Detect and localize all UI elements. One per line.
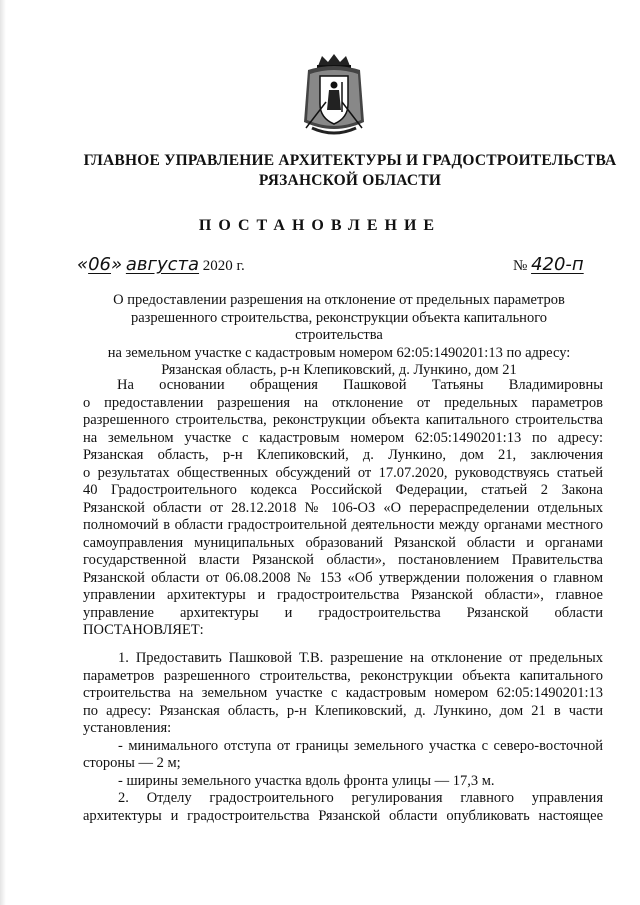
paragraph-line: самоуправления муниципальных образований Рязанской области и органами	[83, 534, 603, 551]
document-date	[77, 254, 245, 275]
organization-name-line2: РЯЗАНСКОЙ ОБЛАСТИ	[258, 172, 442, 189]
number-label: №	[513, 258, 528, 274]
document-number	[513, 254, 584, 275]
subject-line: Рязанская область, р-н Клепиковский, д. Лункино, дом 21	[161, 362, 517, 378]
paragraph-line: архитектуры и градостроительства Рязанской области опубликовать настоящее	[83, 807, 603, 824]
paragraph-line: 1. Предоставить Пашковой Т.В. разрешение на отклонение от предельных	[118, 650, 603, 666]
paragraph-line: 2. Отделу градостроительного регулирования главного управления	[118, 790, 603, 806]
subject-line: разрешенного строительства, реконструкции объекта капитального строительства	[130, 309, 548, 343]
scan-edge	[0, 0, 6, 905]
paragraph-line: ПОСТАНОВЛЯЕТ:	[83, 622, 204, 638]
document-type-title: ПОСТАНОВЛЕНИЕ	[198, 217, 442, 234]
paragraph-line: по адресу: Рязанская область, р-н Клепиковский, д. Лункино, дом 21 в части	[83, 702, 603, 719]
paragraph-line: о предоставлении разрешения на отклонение от предельных параметров	[83, 394, 603, 411]
date-day: 06	[88, 254, 112, 275]
date-open-quote: «	[77, 254, 89, 275]
date-close-quote: »	[111, 254, 123, 275]
number-value: 420-п	[531, 254, 584, 275]
date-year: 2020 г.	[202, 258, 245, 274]
paragraph-line: 40 Градостроительного кодекса Российской Федерации, статьей 2 Закона	[83, 482, 603, 498]
paragraph-line: полномочий в области градостроительной деятельности между органами местного	[83, 517, 603, 533]
paragraph-line: стороны — 2 м;	[83, 755, 181, 771]
paragraph-line: - минимального отступа от границы земельного участка с северо-восточной	[118, 737, 603, 754]
document-subject	[104, 292, 574, 380]
coat-of-arms-emblem	[298, 52, 370, 138]
paragraph-line: Рязанская область, р-н Клепиковский, д. Лункино, дом 21, заключения	[83, 447, 603, 463]
paragraph-line: на земельном участке с кадастровым номером 62:05:1490201:13 по адресу:	[83, 429, 603, 446]
paragraph-line: Рязанской области от 06.08.2008 № 153 «Об утверждении положения о главном	[83, 569, 603, 586]
paragraph-line: установления:	[83, 720, 172, 736]
paragraph-line: управлении архитектуры и градостроительства Рязанской области», главное	[83, 587, 603, 603]
subject-line: О предоставлении разрешения на отклонение от предельных параметров	[113, 292, 565, 308]
paragraph-line: параметров разрешенного строительства, реконструкции объекта капитального	[83, 667, 603, 684]
date-month: августа	[125, 254, 200, 275]
paragraph-line: государственной власти Рязанской области», постановлением Правительства	[83, 552, 603, 568]
preamble-paragraph	[83, 377, 603, 640]
subject-line: на земельном участке с кадастровым номером 62:05:1490201:13 по адресу:	[107, 344, 571, 361]
paragraph-line: Рязанской области от 28.12.2018 № 106-ОЗ «О перераспределении отдельных	[83, 499, 603, 516]
paragraph-line: На основании обращения Пашковой Татьяны Владимировны	[117, 377, 603, 393]
paragraph-line: разрешенного строительства, реконструкции объекта капитального строительства	[83, 412, 603, 428]
paragraph-line: - ширины земельного участка вдоль фронта улицы — 17,3 м.	[118, 772, 495, 789]
paragraph-line: о результатах общественных обсуждений от 17.07.2020, руководствуясь статьей	[83, 464, 603, 481]
organization-name-line1: ГЛАВНОЕ УПРАВЛЕНИЕ АРХИТЕКТУРЫ И ГРАДОСТРОИТЕЛЬСТВА	[83, 152, 617, 169]
paragraph-line: строительства на земельном участке с кадастровым номером 62:05:1490201:13	[83, 685, 603, 701]
paragraph-line: управление архитектуры и градостроительства Рязанской области	[83, 604, 603, 621]
resolution-items	[83, 650, 603, 825]
